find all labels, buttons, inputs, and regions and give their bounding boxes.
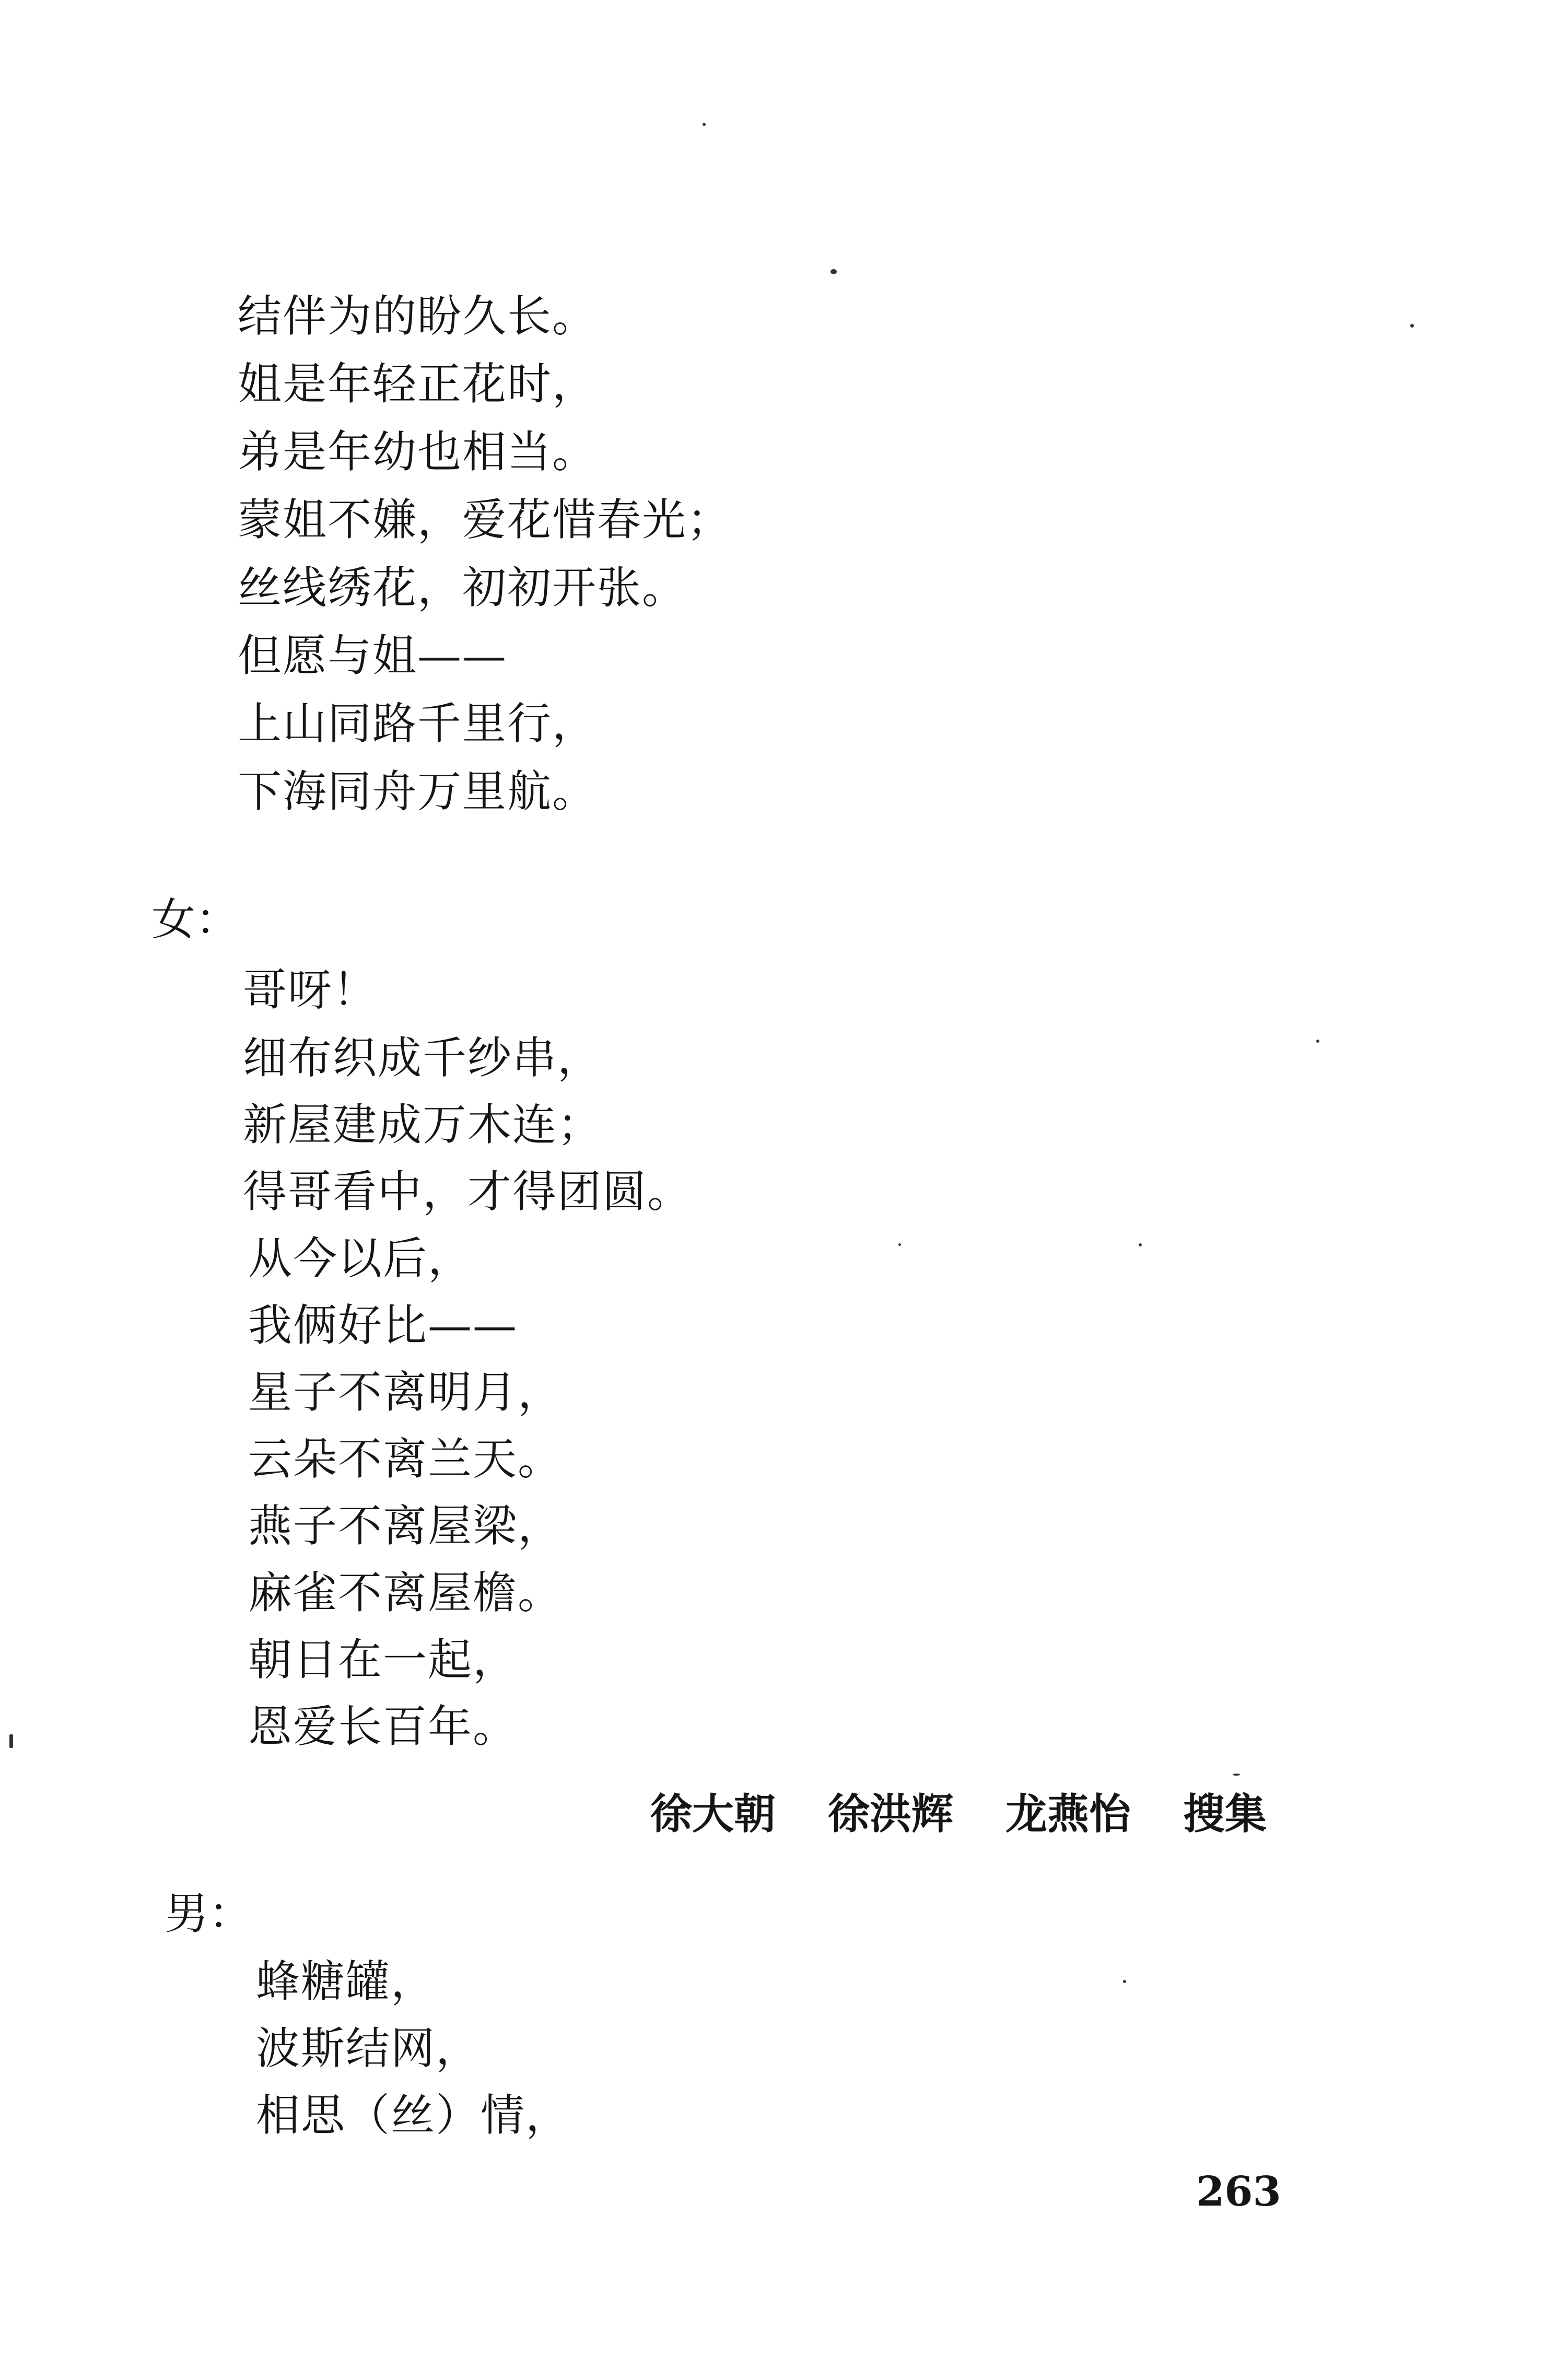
stanza2-line-1: 哥呀！	[243, 964, 378, 1016]
scan-speck	[1139, 1243, 1142, 1246]
stanza2-line-4: 得哥看中，才得团圆。	[243, 1166, 693, 1217]
scan-speck	[9, 1734, 13, 1748]
stanza2-line-5: 从今以后，	[248, 1233, 473, 1284]
stanza2-line-3: 新屋建成万木连；	[243, 1099, 603, 1150]
scan-speck	[830, 269, 837, 274]
stanza2-line-12: 恩爱长百年。	[248, 1701, 518, 1752]
scan-speck	[1233, 1774, 1240, 1776]
stanza1-line-5: 丝线绣花，初初开张。	[238, 562, 687, 613]
stanza1-line-4: 蒙姐不嫌，爱花惜春光；	[238, 494, 732, 545]
stanza1-line-2: 姐是年轻正花时，	[238, 358, 598, 410]
stanza1-line-7: 上山同路千里行，	[238, 698, 598, 749]
scan-speck	[898, 1243, 901, 1246]
scan-speck	[1410, 324, 1414, 328]
scan-speck	[1316, 1040, 1319, 1043]
scan-speck	[1123, 1980, 1126, 1983]
collector-credits	[650, 1789, 1267, 1839]
stanza2-line-2: 细布织成千纱串，	[243, 1032, 603, 1083]
stanza3-line-1: 蜂糖罐，	[256, 1956, 436, 2007]
stanza1-line-6: 但愿与姐——	[238, 630, 508, 681]
collector-role: 搜集	[1183, 1789, 1267, 1838]
stanza1-line-3: 弟是年幼也相当。	[238, 426, 598, 477]
collector-name-2: 徐洪辉	[828, 1789, 953, 1838]
speaker-female: 女：	[151, 894, 240, 945]
stanza2-line-7: 星子不离明月，	[248, 1367, 563, 1418]
stanza1-line-8: 下海同舟万里航。	[238, 766, 598, 817]
stanza3-line-2: 波斯结网，	[256, 2023, 481, 2074]
collector-name-3: 龙燕怡	[1005, 1789, 1131, 1838]
stanza2-line-6: 我俩好比——	[248, 1300, 518, 1351]
stanza2-line-10: 麻雀不离屋檐。	[248, 1567, 563, 1618]
stanza3-line-3: 相思（丝）情，	[256, 2090, 571, 2141]
speaker-male: 男：	[165, 1888, 253, 1939]
stanza2-line-8: 云朵不离兰天。	[248, 1433, 563, 1485]
page-number: 263	[1196, 2168, 1281, 2216]
scan-speck	[703, 123, 706, 126]
stanza1-line-1: 结伴为的盼久长。	[238, 290, 598, 342]
stanza2-line-9: 燕子不离屋梁，	[248, 1500, 563, 1552]
stanza2-line-11: 朝日在一起，	[248, 1634, 518, 1685]
collector-name-1: 徐大朝	[650, 1789, 776, 1838]
